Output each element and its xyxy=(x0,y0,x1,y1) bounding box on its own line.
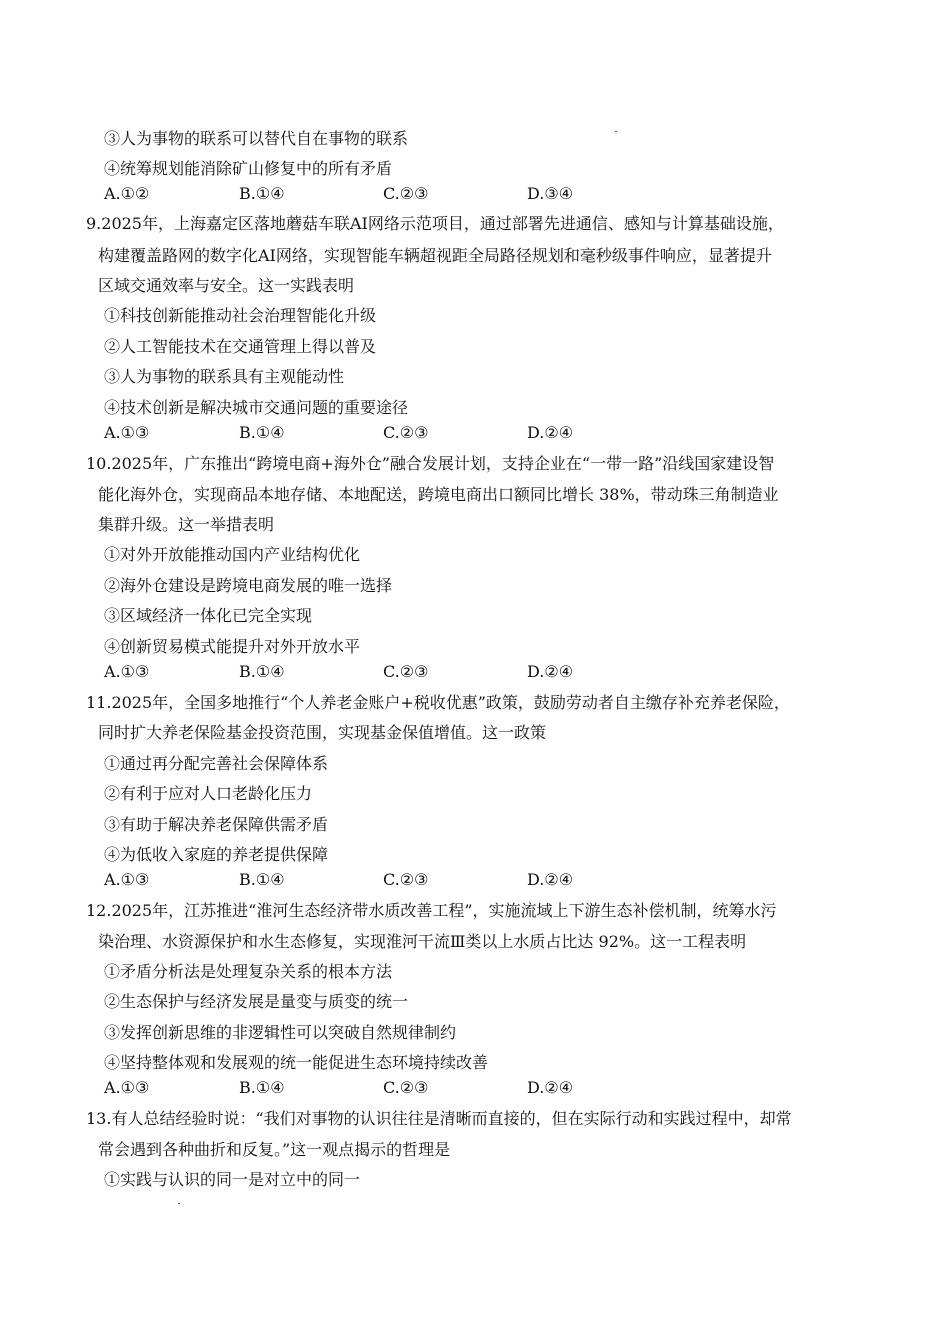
q12-answer-b: B.①④ xyxy=(239,1078,285,1097)
q9-answer-c: C.②③ xyxy=(383,423,429,442)
q8-answer-a: A.①② xyxy=(104,184,150,203)
scan-speck xyxy=(178,1203,180,1204)
q10-option-2: ②海外仓建设是跨境电商发展的唯一选择 xyxy=(104,576,393,595)
q11-answer-b: B.①④ xyxy=(239,870,285,889)
q9-stem-line-2: 构建覆盖路网的数字化AI网络，实现智能车辆超视距全局路径规划和毫秒级事件响应，显著提升 xyxy=(98,246,772,265)
q10-option-4: ④创新贸易模式能提升对外开放水平 xyxy=(104,637,361,656)
q9-answer-b: B.①④ xyxy=(239,423,285,442)
q9-answer-a: A.①③ xyxy=(104,423,150,442)
q12-option-3: ③发挥创新思维的非逻辑性可以突破自然规律制约 xyxy=(104,1023,457,1042)
q9-option-3: ③人为事物的联系具有主观能动性 xyxy=(104,367,345,386)
q11-answer-c: C.②③ xyxy=(383,870,429,889)
q11-option-1: ①通过再分配完善社会保障体系 xyxy=(104,754,329,773)
q9-option-2: ②人工智能技术在交通管理上得以普及 xyxy=(104,337,377,356)
q8-answer-d: D.③④ xyxy=(527,184,574,203)
q10-stem-line-1: 10.2025年，广东推出“跨境电商+海外仓”融合发展计划，支持企业在“一带一路”沿线国家建设智 xyxy=(86,454,775,473)
q10-stem-line-3: 集群升级。这一举措表明 xyxy=(98,515,275,534)
q9-option-4: ④技术创新是解决城市交通问题的重要途径 xyxy=(104,398,409,417)
q10-answer-b: B.①④ xyxy=(239,662,285,681)
q9-stem-line-1: 9.2025年，上海嘉定区落地蘑菇车联AI网络示范项目，通过部署先进通信、感知与计算基础设施， xyxy=(86,214,784,233)
scan-speck xyxy=(615,131,617,132)
q12-stem-line-2: 染治理、水资源保护和水生态修复，实现淮河干流Ⅲ类以上水质占比达 92%。这一工程表明 xyxy=(98,932,747,951)
q12-stem-line-1: 12.2025年，江苏推进“淮河生态经济带水质改善工程”，实施流域上下游生态补偿机制，统筹水污 xyxy=(86,901,777,920)
q9-option-1: ①科技创新能推动社会治理智能化升级 xyxy=(104,306,377,325)
q10-answer-c: C.②③ xyxy=(383,662,429,681)
q10-option-1: ①对外开放能推动国内产业结构优化 xyxy=(104,545,361,564)
q12-answer-a: A.①③ xyxy=(104,1078,150,1097)
q9-stem-line-3: 区域交通效率与安全。这一实践表明 xyxy=(98,276,355,295)
q10-option-3: ③区域经济一体化已完全实现 xyxy=(104,606,313,625)
q11-option-3: ③有助于解决养老保障供需矛盾 xyxy=(104,815,329,834)
q10-stem-line-2: 能化海外仓，实现商品本地存储、本地配送，跨境电商出口额同比增长 38%，带动珠三角制造业 xyxy=(98,485,779,504)
q12-option-4: ④坚持整体观和发展观的统一能促进生态环境持续改善 xyxy=(104,1053,489,1072)
q12-answer-c: C.②③ xyxy=(383,1078,429,1097)
q13-option-1: ①实践与认识的同一是对立中的同一 xyxy=(104,1170,361,1189)
q8-answer-b: B.①④ xyxy=(239,184,285,203)
q9-answer-d: D.②④ xyxy=(527,423,574,442)
q12-option-2: ②生态保护与经济发展是量变与质变的统一 xyxy=(104,992,409,1011)
q8-option-3: ③人为事物的联系可以替代自在事物的联系 xyxy=(104,129,409,148)
q11-stem-line-1: 11.2025年，全国多地推行“个人养老金账户+税收优惠”政策，鼓励劳动者自主缴存补充养老保险， xyxy=(86,693,790,712)
q11-option-4: ④为低收入家庭的养老提供保障 xyxy=(104,845,329,864)
q11-answer-a: A.①③ xyxy=(104,870,150,889)
q12-option-1: ①矛盾分析法是处理复杂关系的根本方法 xyxy=(104,962,393,981)
q13-stem-line-1: 13.有人总结经验时说：“我们对事物的认识往往是清晰而直接的，但在实际行动和实践过程中，却常 xyxy=(86,1109,792,1128)
q13-stem-line-2: 常会遇到各种曲折和反复。”这一观点揭示的哲理是 xyxy=(98,1140,451,1159)
q10-answer-d: D.②④ xyxy=(527,662,574,681)
q11-stem-line-2: 同时扩大养老保险基金投资范围，实现基金保值增值。这一政策 xyxy=(98,723,547,742)
q11-option-2: ②有利于应对人口老龄化压力 xyxy=(104,784,313,803)
q8-option-4: ④统筹规划能消除矿山修复中的所有矛盾 xyxy=(104,159,393,178)
q12-answer-d: D.②④ xyxy=(527,1078,574,1097)
q8-answer-c: C.②③ xyxy=(383,184,429,203)
q11-answer-d: D.②④ xyxy=(527,870,574,889)
q10-answer-a: A.①③ xyxy=(104,662,150,681)
